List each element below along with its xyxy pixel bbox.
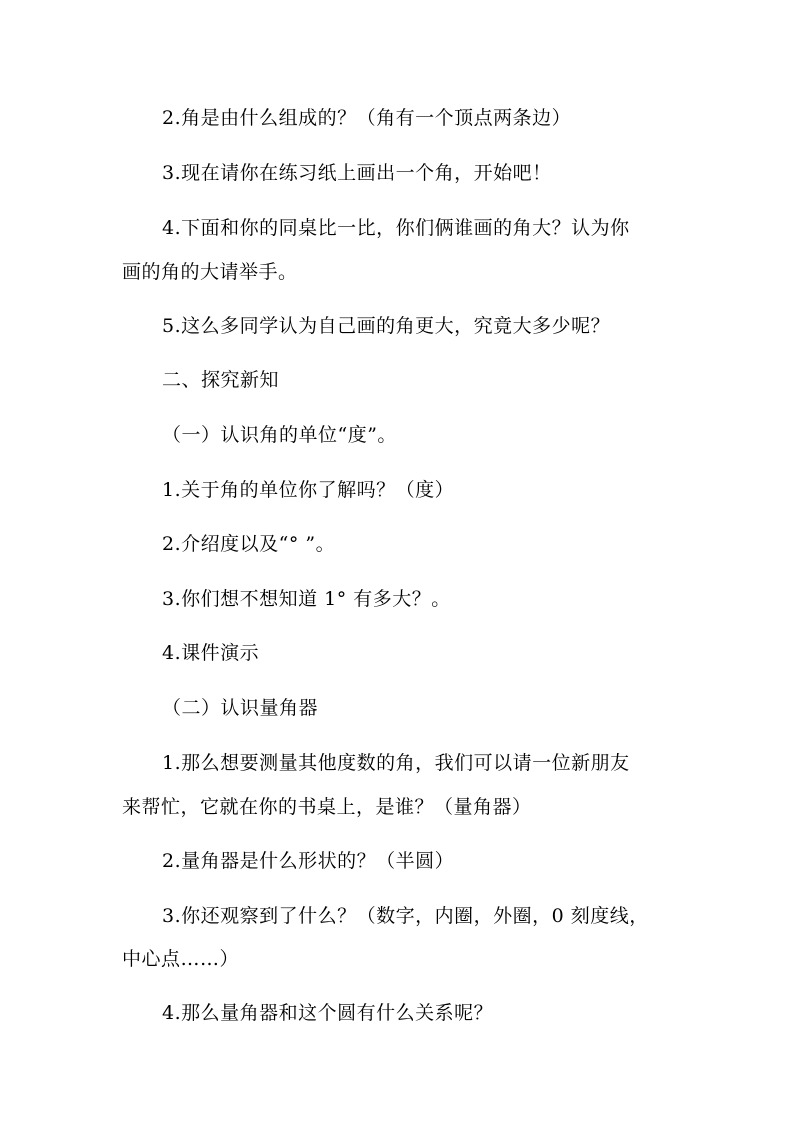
text-line: 2.角是由什么组成的？（角有一个顶点两条边） xyxy=(162,107,572,129)
text-line: 1.关于角的单位你了解吗？（度） xyxy=(162,479,455,501)
text-line: 2.介绍度以及“° ”。 xyxy=(162,533,336,555)
text-line: 中心点……） xyxy=(122,948,240,970)
subsection-heading: （二）认识量角器 xyxy=(162,697,319,719)
text-line: 4.课件演示 xyxy=(162,642,260,664)
subsection-heading: （一）认识角的单位“度”。 xyxy=(162,424,397,446)
text-line: 3.你们想不想知道 1° 有多大？。 xyxy=(162,588,451,610)
text-line: 3.现在请你在练习纸上画出一个角，开始吧！ xyxy=(162,162,552,184)
text-line: 5.这么多同学认为自己画的角更大，究竟大多少呢？ xyxy=(162,315,611,337)
text-line: 2.量角器是什么形状的？（半圆） xyxy=(162,850,455,872)
text-line: 1.那么想要测量其他度数的角，我们可以请一位新朋友 xyxy=(162,752,630,774)
text-line: 3.你还观察到了什么？（数字，内圈，外圈，0 刻度线， xyxy=(162,905,649,927)
section-heading: 二、探究新知 xyxy=(162,369,280,391)
text-line: 画的角的大请举手。 xyxy=(122,261,298,283)
text-line: 来帮忙，它就在你的书桌上，是谁？（量角器） xyxy=(122,796,532,818)
text-line: 4.那么量角器和这个圆有什么关系呢？ xyxy=(162,1002,494,1024)
text-line: 4.下面和你的同桌比一比，你们俩谁画的角大？认为你 xyxy=(162,217,630,239)
